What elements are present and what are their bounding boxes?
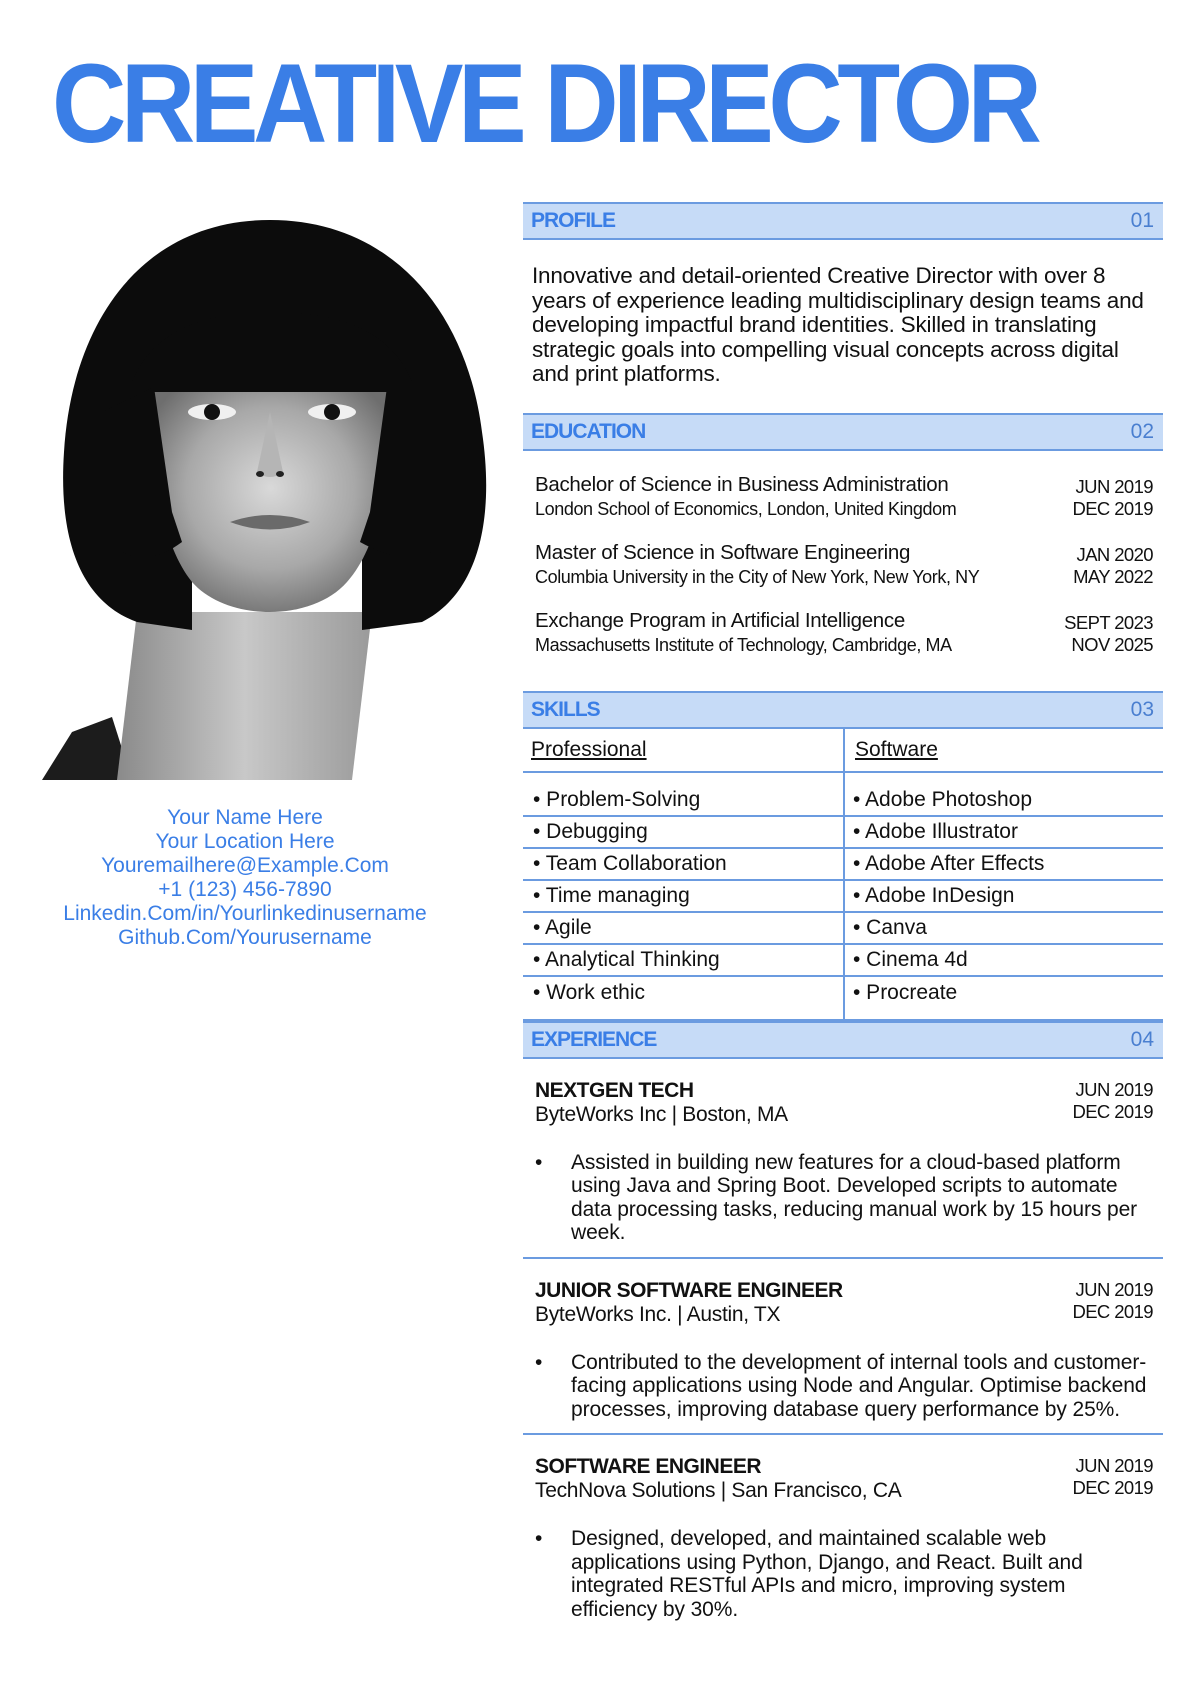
skill-item: • Agile: [523, 913, 843, 945]
end-date: DEC 2019: [1072, 1300, 1153, 1322]
experience-item: [523, 1259, 1163, 1436]
main-content: [523, 202, 1163, 1633]
section-title: PROFILE: [531, 209, 616, 232]
section-number: 01: [1130, 209, 1154, 232]
start-date: SEPT 2023: [1064, 611, 1153, 633]
skill-item: • Adobe Photoshop: [845, 773, 1163, 817]
skill-item: • Time managing: [523, 881, 843, 913]
section-number: 04: [1130, 1027, 1154, 1051]
section-title: SKILLS: [531, 697, 600, 721]
start-date: JUN 2019: [1075, 475, 1153, 497]
end-date: MAY 2022: [1073, 565, 1153, 587]
date-range: [1073, 541, 1153, 589]
contact-email-link[interactable]: Youremailhere@Example.Com: [101, 854, 389, 877]
section-header-skills: [523, 691, 1163, 729]
contact-github-link[interactable]: Github.Com/Yourusername: [118, 926, 372, 949]
education-list: [523, 451, 1163, 691]
experience-list: [523, 1059, 1163, 1634]
degree: Bachelor of Science in Business Administration: [535, 472, 949, 496]
skill-item: • Procreate: [845, 977, 1163, 1021]
end-date: NOV 2025: [1071, 633, 1153, 655]
skill-item: • Adobe InDesign: [845, 881, 1163, 913]
section-header-profile: [523, 202, 1163, 240]
skills-table: [523, 729, 1163, 1021]
skill-item: • Team Collaboration: [523, 849, 843, 881]
job-description: Assisted in building new features for a cloud-based platform using Java and Spring Boot. Developed scripts to automate data processing tasks, reducing manual work by 15 hours per week.: [571, 1150, 1138, 1244]
section-number: 03: [1130, 697, 1154, 721]
date-range: [1064, 609, 1153, 657]
start-date: JUN 2019: [1075, 1078, 1153, 1100]
company-location: ByteWorks Inc. | Austin, TX: [535, 1302, 781, 1326]
end-date: DEC 2019: [1072, 1477, 1153, 1498]
skills-column-software: [845, 729, 1163, 1021]
skill-item: • Problem-Solving: [523, 773, 843, 817]
skills-column-professional: [523, 729, 845, 1021]
date-range: [1072, 1279, 1153, 1327]
section-title: EDUCATION: [531, 419, 646, 443]
section-header-experience: [523, 1021, 1163, 1059]
job-role: JUNIOR SOFTWARE ENGINEER: [535, 1278, 843, 1302]
school: London School of Economics, London, United Kingdom: [535, 498, 957, 519]
skill-item: • Debugging: [523, 817, 843, 849]
skill-item: • Analytical Thinking: [523, 945, 843, 977]
bullet-icon: •: [535, 1350, 543, 1374]
page-title: CREATIVE DIRECTOR: [52, 41, 1037, 166]
portrait-image: [42, 212, 498, 780]
start-date: JUN 2019: [1075, 1278, 1153, 1300]
company-location: ByteWorks Inc | Boston, MA: [535, 1102, 788, 1126]
profile-summary: Innovative and detail-oriented Creative Director with over 8 years of experience leading multidisciplinary design teams and developing impactful brand identities. Skilled in translating strategic goals into compelling visual concepts across digital and print platforms.: [532, 263, 1144, 386]
profile-photo: [42, 212, 498, 780]
section-header-education: [523, 413, 1163, 451]
skill-item: • Cinema 4d: [845, 945, 1163, 977]
school: Columbia University in the City of New York, New York, NY: [535, 566, 980, 587]
job-role: SOFTWARE ENGINEER: [535, 1455, 762, 1478]
date-range: [1072, 473, 1153, 521]
degree: Exchange Program in Artificial Intelligence: [535, 608, 905, 632]
experience-item: [523, 1059, 1163, 1259]
start-date: JAN 2020: [1076, 543, 1153, 565]
section-title: EXPERIENCE: [531, 1027, 657, 1051]
contact-name: Your Name Here: [167, 806, 323, 829]
contact-phone: +1 (123) 456-7890: [158, 878, 332, 901]
skill-item: • Adobe After Effects: [845, 849, 1163, 881]
contact-linkedin-link[interactable]: Linkedin.Com/in/Yourlinkedinusername: [63, 902, 427, 925]
education-item: [535, 609, 1153, 657]
column-heading: Professional: [523, 729, 843, 773]
skill-item: • Adobe Illustrator: [845, 817, 1163, 849]
job-description: Contributed to the development of internal tools and customer-facing applications using Node and Angular. Optimise backend processes, improving database query performance by 25%.: [571, 1350, 1147, 1421]
date-range: [1072, 1455, 1153, 1503]
bullet-icon: •: [535, 1527, 543, 1550]
education-item: [535, 541, 1153, 589]
column-heading: Software: [845, 729, 1163, 773]
skill-item: • Canva: [845, 913, 1163, 945]
experience-item: [523, 1435, 1163, 1633]
education-item: [535, 473, 1153, 521]
start-date: JUN 2019: [1075, 1455, 1153, 1476]
contact-info: [40, 806, 450, 950]
date-range: [1072, 1079, 1153, 1127]
contact-location: Your Location Here: [155, 830, 335, 853]
end-date: DEC 2019: [1072, 497, 1153, 519]
job-role: NEXTGEN TECH: [535, 1078, 694, 1102]
bullet-icon: •: [535, 1150, 543, 1174]
company-location: TechNova Solutions | San Francisco, CA: [535, 1479, 902, 1502]
section-number: 02: [1130, 419, 1154, 443]
skill-item: • Work ethic: [523, 977, 843, 1021]
school: Massachusetts Institute of Technology, Cambridge, MA: [535, 634, 952, 655]
end-date: DEC 2019: [1072, 1100, 1153, 1122]
degree: Master of Science in Software Engineering: [535, 540, 911, 564]
job-description: Designed, developed, and maintained scalable web applications using Python, Django, and React. Built and integrated RESTful APIs and micro, improving system efficiency by 30%.: [571, 1527, 1083, 1621]
